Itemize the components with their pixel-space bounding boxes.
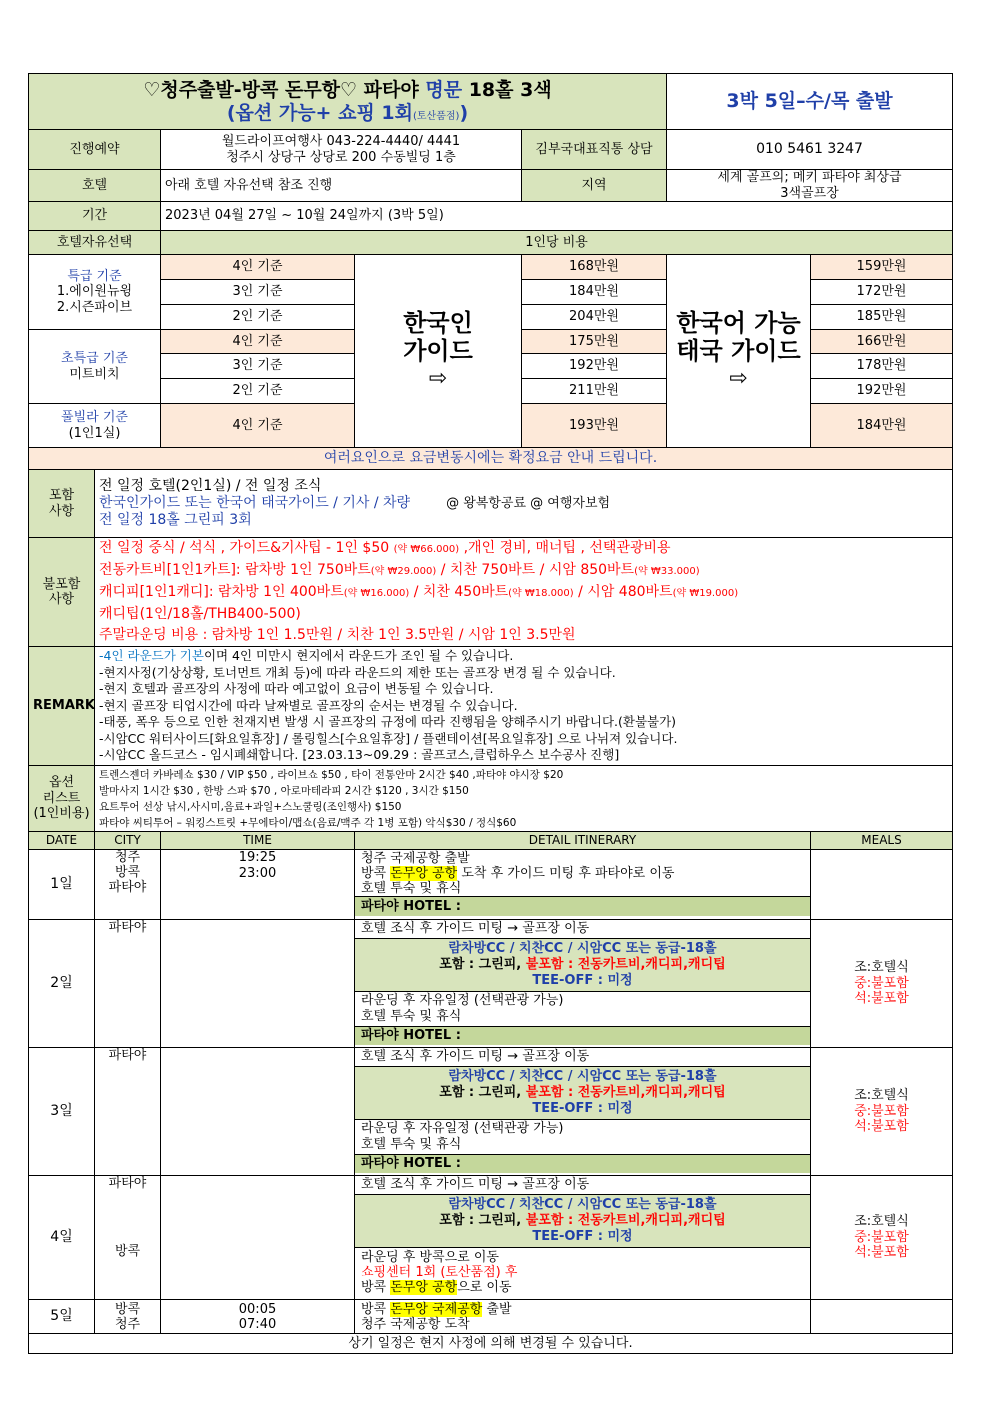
tier-super-deluxe: 초특급 기준 미트비치 [29,330,161,404]
day-4: 4일 [29,1176,95,1300]
remark-items: -4인 라운드가 기본이며 4인 미만시 현지에서 라운드가 조인 될 수 있습니다. -현지사정(기상상황, 토너먼트 개최 등)에 따라 라운드의 제한 또는 골프장 변경 될 수 있습니다. -현지 호텔과 골프장의 사정에 따라 예고없이 요금이 변동될 수 있습니다. -현지 골프장 티업시간에 따라 날짜별로 골프장의 순서는 변경될 수 있습니다. -태풍, 폭우 등으로 인한 천재지변 발생 시 골프장의 규정에 따라 진행됨을 양해주시기 바랍니다.(환불불가) -시암CC 워터사이드[화요일휴장] / 롤링힐스[수요일휴장] / 플랜테이션[목요일휴장] 으로 나뉘져 있습니다. -시암CC 올드코스 - 임시폐쇄합니다. [23.03.13~09.29 : 골프코스,클럽하우스 보수공사 진행] [95,647,953,766]
hotel-choice-label: 호텔자유선택 [29,231,161,255]
time-day-2 [161,920,355,1048]
thai-guide: 한국어 가능 태국 가이드 ⇨ [667,255,811,448]
meals-day-2: 조:호텔식 중:불포함 석:불포함 [811,920,953,1048]
price-korean: 184만원 [522,280,667,305]
occupancy-row: 4인 기준 [161,404,355,448]
detail-day-2: 호텔 조식 후 가이드 미팅 → 골프장 이동 람차방CC / 치찬CC / 시암CC 또는 동급-18홀 포함 : 그린피, 불포함 : 전동카트비,캐디피,캐디팁 TEE-OFF : 미정 라운딩 후 자유일정 (선택관광 가능) 호텔 투숙 및 휴식 파타야 HOTEL : [355,920,811,1048]
price-notice: 여러요인으로 요금변동시에는 확정요금 안내 드립니다. [29,448,953,470]
booking-agency: 월드라이프여행사 043-224-4440/ 4441 청주시 상당구 상당로 200 수동빌딩 1층 [161,130,522,170]
detail-day-4: 호텔 조식 후 가이드 미팅 → 골프장 이동 람차방CC / 치찬CC / 시암CC 또는 동급-18홀 포함 : 그린피, 불포함 : 전동카트비,캐디피,캐디팁 TEE-OFF : 미정 라운딩 후 방콕으로 이동 쇼핑센터 1회 (토산품점) 후 방콕 돈무앙 공항으로 이동 [355,1176,811,1300]
price-korean: 192만원 [522,354,667,379]
schedule-footer-note: 상기 일정은 현지 사정에 의해 변경될 수 있습니다. [29,1334,953,1354]
tour-title: ♡청주출발-방콕 돈무항♡ 파타야 명문 18홀 3색 (옵션 가능+ 쇼핑 1회(토산품점)) [29,74,667,130]
time-day-3 [161,1048,355,1176]
price-korean: 193만원 [522,404,667,448]
meals-day-5 [811,1300,953,1334]
region-label: 지역 [522,170,667,202]
consult-label: 김부국대표직통 상담 [522,130,667,170]
col-city: CITY [95,832,161,850]
region-value: 세계 골프의; 메키 파타야 최상급 3색골프장 [667,170,953,202]
booking-label: 진행예약 [29,130,161,170]
included-label: 포함 사항 [29,470,95,538]
price-thai: 192만원 [811,379,953,404]
time-day-5: 00:05 07:40 [161,1300,355,1334]
price-thai: 178만원 [811,354,953,379]
day-2: 2일 [29,920,95,1048]
consult-phone: 010 5461 3247 [667,130,953,170]
city-day-4: 파타야 방콕 [95,1176,161,1300]
detail-day-3: 호텔 조식 후 가이드 미팅 → 골프장 이동 람차방CC / 치찬CC / 시암CC 또는 동급-18홀 포함 : 그린피, 불포함 : 전동카트비,캐디피,캐디팁 TEE-OFF : 미정 라운딩 후 자유일정 (선택관광 가능) 호텔 투숙 및 휴식 파타야 HOTEL : [355,1048,811,1176]
remark-label: REMARK [29,647,95,766]
price-thai: 166만원 [811,330,953,354]
occupancy-row: 4인 기준 [161,330,355,354]
col-meals: MEALS [811,832,953,850]
day-3: 3일 [29,1048,95,1176]
price-thai: 184만원 [811,404,953,448]
excluded-items: 전 일정 중식 / 석식 , 가이드&기사팁 - 1인 $50 (약 ₩66.000) ,개인 경비, 매너팁 , 선택관광비용 전동카트비[1인1카트]: 람차방 1인 750바트(약 ₩29.000) / 치찬 750바트 / 시암 850바트(약 ₩33.000) 캐디피[1인1캐디]: 람차방 1인 400바트(약 ₩16.000) / 치찬 450바트(약 ₩18.000) / 시암 480바트(약 ₩19.000) 캐디팁(1인/18홀/THB400-500) 주말라운딩 비용 : 람차방 1인 1.5만원 / 치찬 1인 3.5만원 / 시암 1인 3.5만원 [95,538,953,647]
price-thai: 185만원 [811,305,953,330]
meals-day-4: 조:호텔식 중:불포함 석:불포함 [811,1176,953,1300]
price-korean: 168만원 [522,255,667,280]
cost-label: 1인당 비용 [161,231,953,255]
excluded-label: 불포함 사항 [29,538,95,647]
period-value: 2023년 04월 27일 ~ 10월 24일까지 (3박 5일) [161,202,953,231]
col-detail: DETAIL ITINERARY [355,832,811,850]
occupancy-row: 2인 기준 [161,305,355,330]
occupancy-row: 4인 기준 [161,255,355,280]
detail-day-5: 방콕 돈무앙 국제공항 출발 청주 국제공항 도착 [355,1300,811,1334]
hotel-label: 호텔 [29,170,161,202]
city-day-3: 파타야 [95,1048,161,1176]
tier-deluxe: 특급 기준 1.에이원뉴윙 2.시즌파이브 [29,255,161,330]
price-korean: 211만원 [522,379,667,404]
price-korean: 204만원 [522,305,667,330]
korean-guide: 한국인 가이드 ⇨ [355,255,522,448]
arrow-right-icon: ⇨ [729,365,748,391]
city-day-2: 파타야 [95,920,161,1048]
options-label: 옵션 리스트 (1인비용) [29,766,95,832]
time-day-4 [161,1176,355,1300]
day-5: 5일 [29,1300,95,1334]
col-date: DATE [29,832,95,850]
meals-day-1 [811,850,953,920]
included-items: 전 일정 호텔(2인1실) / 전 일정 조식 한국인가이드 또는 한국어 태국가이드 / 기사 / 차량 @ 왕복항공료 @ 여행자보험 전 일정 18홀 그린피 3회 [95,470,953,538]
occupancy-row: 3인 기준 [161,354,355,379]
meals-day-3: 조:호텔식 중:불포함 석:불포함 [811,1048,953,1176]
arrow-right-icon: ⇨ [428,365,448,391]
tour-itinerary-table [28,73,953,1354]
hotel-value: 아래 호텔 자유선택 참조 진행 [161,170,522,202]
price-korean: 175만원 [522,330,667,354]
time-day-1: 19:25 23:00 [161,850,355,920]
city-day-5: 방콕 청주 [95,1300,161,1334]
tier-pool-villa: 풀빌라 기준 (1인1실) [29,404,161,448]
period-label: 기간 [29,202,161,231]
day-1: 1일 [29,850,95,920]
price-thai: 172만원 [811,280,953,305]
detail-day-1: 청주 국제공항 출발 방콕 돈무앙 공항 도착 후 가이드 미팅 후 파타야로 이동 호텔 투숙 및 휴식 파타야 HOTEL : [355,850,811,920]
occupancy-row: 2인 기준 [161,379,355,404]
options-list: 트렌스젠더 카바레쇼 $30 / VIP $50 , 라이브쇼 $50 , 타이 전통안마 2시간 $40 ,파타야 야시장 $20 발마사지 1시간 $30 , 한방 스파 $70 , 아로마테라피 2시간 $120 , 3시간 $150 요트투어 선상 낚시,사시미,음료+과일+스노쿨링(조인행사) $150 파타야 씨티투어 – 워킹스트릿 +무에타이/맵쇼(음료/맥주 각 1병 포함) 악식$30 / 정식$60 [95,766,953,832]
col-time: TIME [161,832,355,850]
trip-duration: 3박 5일–수/목 출발 [667,74,953,130]
price-thai: 159만원 [811,255,953,280]
occupancy-row: 3인 기준 [161,280,355,305]
city-day-1: 청주 방콕 파타야 [95,850,161,920]
